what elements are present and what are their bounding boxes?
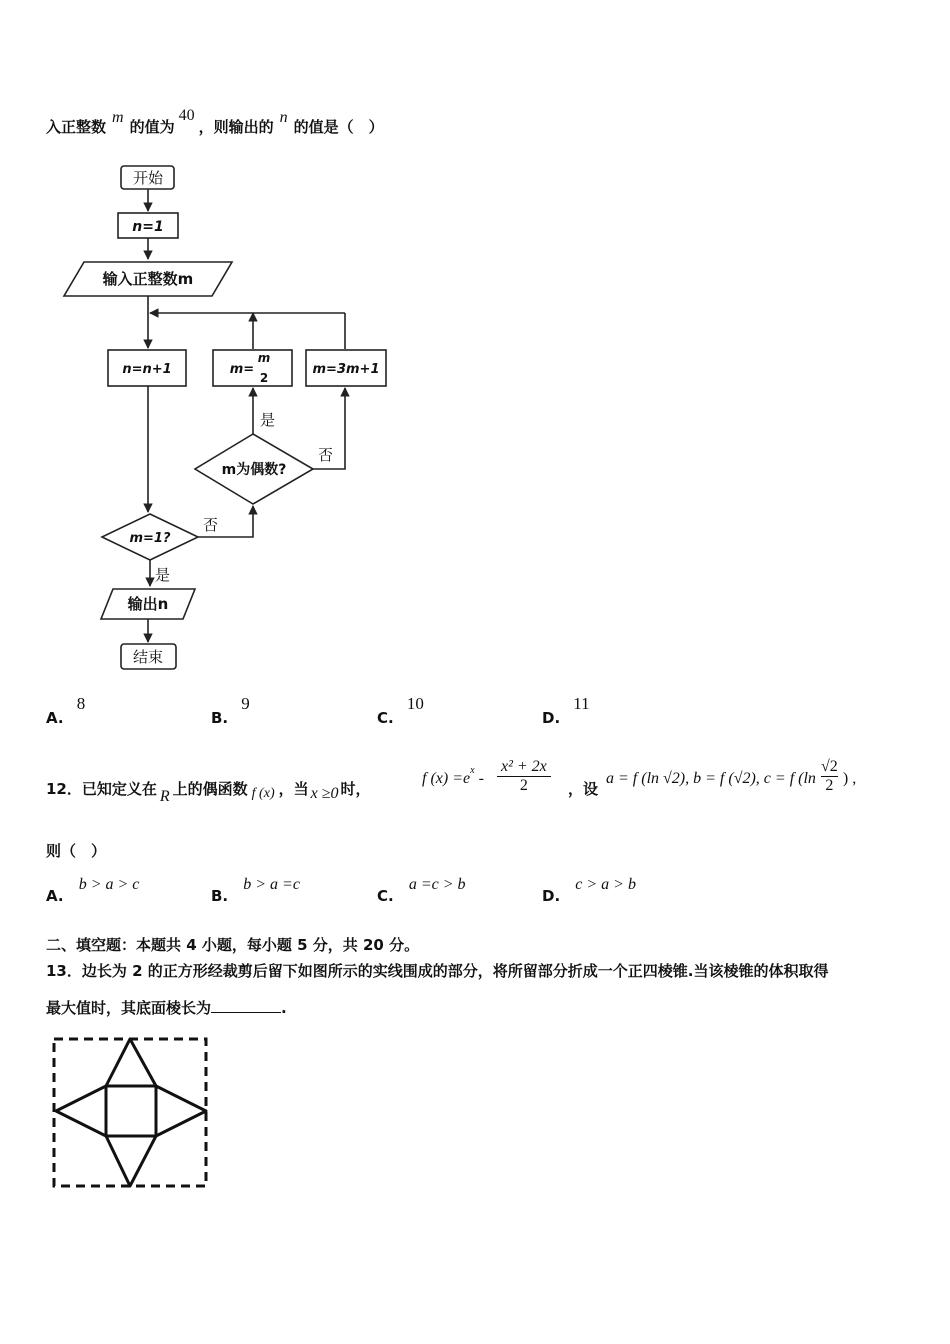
q12-option-b-letter: B.: [211, 887, 229, 905]
start-label: 开始: [132, 169, 164, 187]
q12-fx: f (x): [251, 786, 275, 801]
q11-option-a[interactable]: [46, 694, 86, 727]
q11-option-d-value: 11: [573, 694, 590, 713]
q12-option-a-letter: A.: [46, 887, 64, 905]
q11-intro-a: 入正整数: [46, 118, 107, 136]
q11-option-b-value: 9: [241, 694, 250, 713]
var-m: m: [112, 109, 124, 126]
q12-abc: [606, 758, 856, 795]
square-net-figure: [48, 1034, 214, 1192]
no-label-2: 否: [203, 516, 219, 534]
q11-option-a-value: 8: [76, 694, 86, 713]
q12-R: R: [159, 788, 170, 805]
q12-option-b[interactable]: [211, 874, 300, 905]
init-label: n=1: [132, 219, 164, 235]
q12-option-a[interactable]: [46, 874, 140, 905]
q12-t4: ，设: [568, 780, 599, 798]
input-label: 输入正整数m: [102, 270, 194, 288]
q12-c-frac: [821, 758, 838, 795]
q12-option-d-value: c > a > b: [575, 876, 636, 893]
q11-option-d-letter: D.: [542, 709, 561, 727]
dashed-square: [54, 1039, 206, 1186]
half-label-left: m=: [229, 362, 255, 377]
q12-set: [568, 778, 598, 799]
q12-option-b-value: b > a =c: [243, 876, 300, 893]
q13-line2-end: .: [281, 999, 287, 1017]
top-triangle: [106, 1039, 156, 1086]
half-label-den: 2: [259, 371, 269, 385]
value-40: 40: [178, 107, 195, 124]
q12-func-minus: -: [474, 770, 484, 787]
q12-frac-den: 2: [519, 777, 528, 794]
q11-option-c-letter: C.: [377, 709, 394, 727]
even-label: m为偶数?: [221, 462, 287, 478]
q12-option-d-letter: D.: [542, 887, 561, 905]
yes-label-2: 是: [155, 566, 171, 584]
q12-option-c-value: a =c > b: [408, 876, 466, 893]
end-label: 结束: [132, 648, 164, 666]
q12-func-exp: x: [470, 765, 475, 776]
q12-then: 则（ ）: [46, 842, 107, 860]
output-label: 输出n: [127, 595, 169, 613]
q12-option-a-value: b > a > c: [78, 876, 140, 893]
q11-intro-d: 的值是（ ）: [293, 118, 384, 136]
q12-func-lhs: f (x) =e: [422, 770, 471, 787]
q11-intro-b: 的值为: [129, 118, 175, 136]
q11-option-d[interactable]: [542, 694, 590, 727]
q11-intro-c: ，则输出的: [198, 118, 274, 136]
q12-option-c[interactable]: [377, 874, 466, 905]
section-heading: 二、填空题：本题共 4 小题，每小题 5 分，共 20 分。: [46, 936, 420, 954]
one-label: m=1?: [129, 531, 171, 546]
q11-option-b[interactable]: [211, 694, 250, 727]
q12-t1: 上的偶函数: [172, 780, 248, 798]
q11-option-a-letter: A.: [46, 709, 64, 727]
half-label-num: m: [257, 351, 271, 365]
bottom-triangle: [106, 1136, 156, 1186]
q12-t3: 时，: [340, 780, 371, 798]
right-triangle: [156, 1086, 206, 1136]
q12-c-close: ) ,: [842, 770, 857, 787]
q12-option-c-letter: C.: [377, 887, 394, 905]
q12-line: [46, 778, 371, 805]
q12-frac-num: x² + 2x: [497, 758, 551, 777]
q12-abc-text: a = f (ln √2), b = f (√2), c = f (ln: [606, 770, 816, 787]
q12-option-d[interactable]: [542, 874, 636, 905]
base-square: [106, 1086, 156, 1136]
no-label-1: 否: [318, 446, 334, 464]
q12-c-den: 2: [825, 777, 834, 794]
q13-line2: [46, 997, 287, 1018]
triple-label: m=3m+1: [312, 362, 380, 377]
q13-line1: 13．边长为 2 的正方形经裁剪后留下如图所示的实线围成的部分，将所留部分折成一个正四棱锥.当该棱锥的体积取得: [46, 962, 829, 980]
q13-line2-text: 最大值时，其底面棱长为: [46, 999, 212, 1017]
yes-label-1: 是: [260, 411, 276, 429]
q12-frac: [497, 758, 551, 795]
left-triangle: [56, 1086, 106, 1136]
inc-label: n=n+1: [122, 362, 172, 377]
q12-c-num: √2: [821, 758, 838, 775]
q11-option-b-letter: B.: [211, 709, 229, 727]
var-n: n: [279, 109, 288, 126]
q12-function: [422, 758, 551, 804]
answer-blank[interactable]: [211, 1000, 281, 1013]
q12-num: 12．已知定义在: [46, 780, 157, 798]
q12-t2: ，当: [278, 780, 309, 798]
q11-option-c[interactable]: [377, 694, 424, 727]
q12-cond: x ≥0: [310, 785, 339, 802]
q11-option-c-value: 10: [406, 694, 424, 713]
